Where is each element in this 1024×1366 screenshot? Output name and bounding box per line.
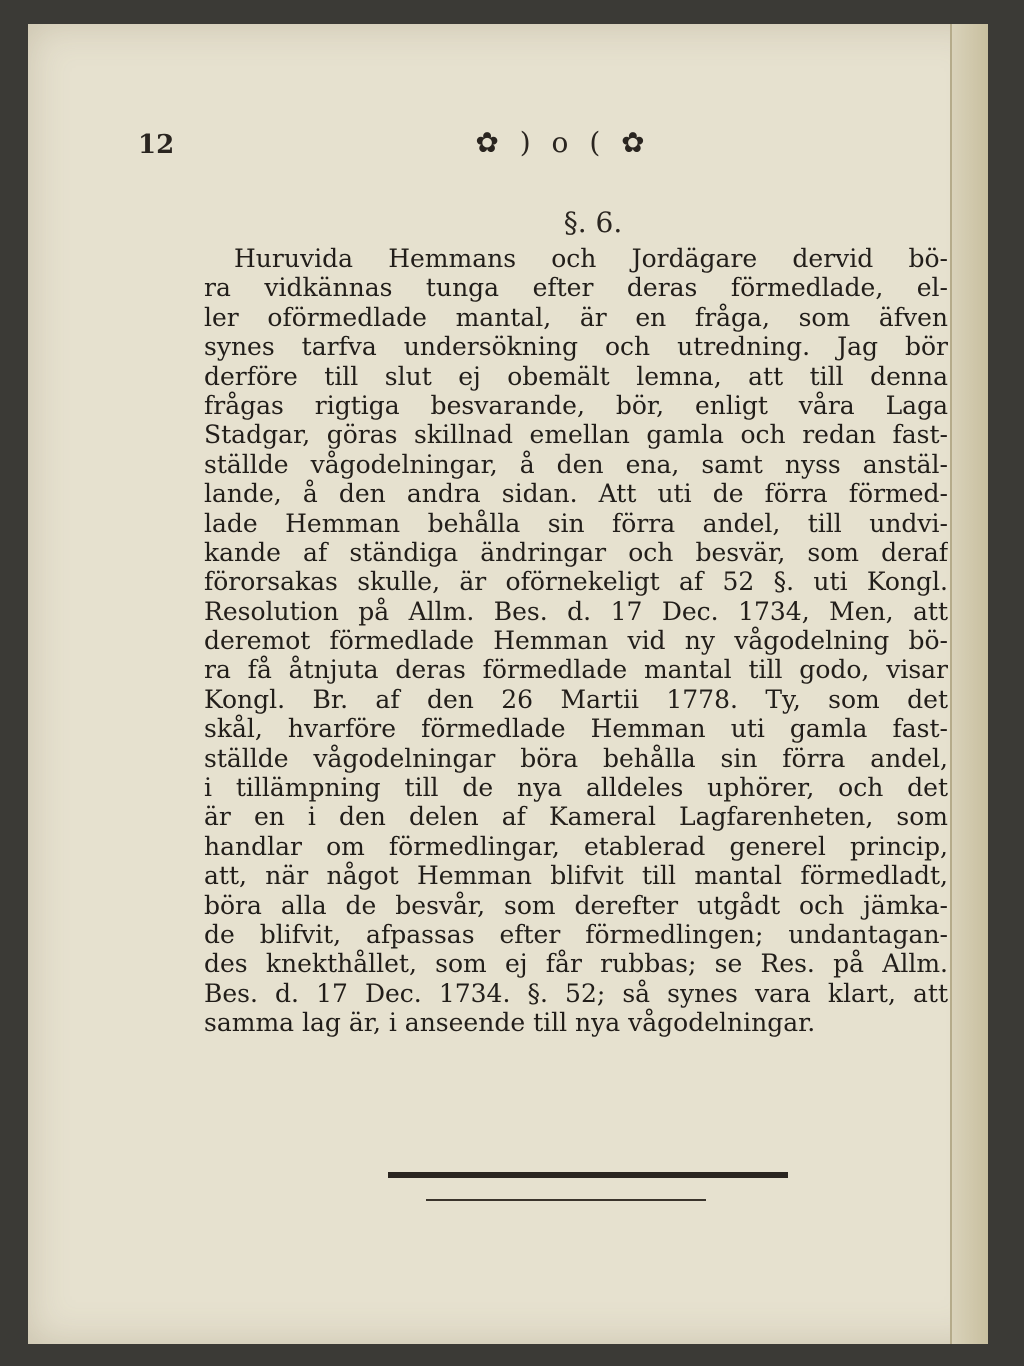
text-line: Stadgar, göras skillnad emellan gamla och redan fast- <box>204 420 948 450</box>
header-ornament: ✿ ) o ( ✿ <box>475 126 651 159</box>
text-line: Huruvida Hemmans och Jordägare dervid bö- <box>234 244 948 273</box>
text-line: i tillämpning till de nya alldeles uphörer, och det <box>204 773 948 803</box>
text-line: handlar om förmedlingar, etablerad generel princip, <box>204 831 948 861</box>
text-line: de blifvit, afpassas efter förmedlingen; undantagan- <box>204 919 948 949</box>
text-line: Kongl. Br. af den 26 Martii 1778. Ty, som det <box>204 684 948 714</box>
text-line: samma lag är, i anseende till nya vågodelningar. <box>204 1008 816 1038</box>
end-rule-thin <box>426 1199 706 1201</box>
text-line: skål, hvarföre förmedlade Hemman uti gamla fast- <box>204 714 948 744</box>
page-number: 12 <box>138 130 175 160</box>
text-line: ställde vågodelningar, å den ena, samt nyss anstäl- <box>204 449 948 479</box>
text-line: Bes. d. 17 Dec. 1734. §. 52; så synes vara klart, att <box>204 978 948 1008</box>
text-line: att, när något Hemman blifvit till mantal förmedladt, <box>204 861 948 891</box>
text-line: derföre till slut ej obemält lemna, att till denna <box>204 361 948 391</box>
text-line: lande, å den andra sidan. Att uti de förra förmed- <box>204 479 948 509</box>
text-line: böra alla de besvår, som derefter utgådt och jämka- <box>204 890 948 920</box>
text-line: kande af ständiga ändringar och besvär, som deraf <box>204 537 948 567</box>
text-line: ra vidkännas tunga efter deras förmedlade, el- <box>204 273 948 303</box>
text-line: är en i den delen af Kameral Lagfarenheten, som <box>204 802 948 832</box>
end-rule <box>388 1172 788 1178</box>
body-text <box>204 244 948 1038</box>
text-line: ra få åtnjuta deras förmedlade mantal till godo, visar <box>204 655 948 685</box>
text-line: synes tarfva undersökning och utredning. Jag bör <box>204 332 948 362</box>
text-line: lade Hemman behålla sin förra andel, till undvi- <box>204 508 948 538</box>
book-page <box>28 24 988 1344</box>
text-line: förorsakas skulle, är oförnekeligt af 52 §. uti Kongl. <box>204 567 948 597</box>
text-line: ställde vågodelningar böra behålla sin förra andel, <box>204 743 948 773</box>
section-number: §. 6. <box>563 206 623 239</box>
text-line: ler oförmedlade mantal, är en fråga, som äfven <box>204 302 948 332</box>
page-header <box>28 124 988 164</box>
text-line: deremot förmedlade Hemman vid ny vågodelning bö- <box>204 626 948 656</box>
text-line: des knekthållet, som ej får rubbas; se Res. på Allm. <box>204 949 948 979</box>
text-line: frågas rigtiga besvarande, bör, enligt våra Laga <box>204 390 948 420</box>
text-line: Resolution på Allm. Bes. d. 17 Dec. 1734, Men, att <box>204 596 948 626</box>
